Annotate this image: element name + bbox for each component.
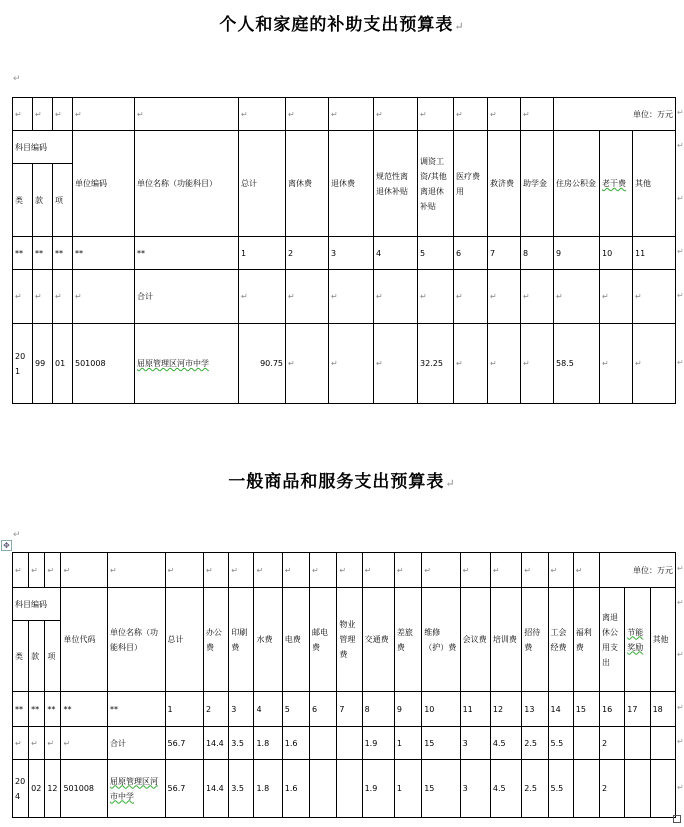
table-row: 201 99 01 501008 屈原管理区河市中学 90.75 ↵ ↵ ↵ 32.25 ↵ ↵ ↵ 58.5 ↵ ↵ — [13, 324, 676, 404]
row-end-mark: ↵ — [677, 108, 684, 117]
column-header: 招待费 — [522, 588, 548, 692]
column-header: 电费 — [282, 588, 309, 692]
column-header: 退休费 — [329, 131, 374, 237]
lei-header: 类 — [13, 621, 29, 692]
column-header: 总计 — [165, 588, 203, 692]
table-row: ↵ ↵ ↵ ↵ ↵ ↵ ↵ ↵ ↵ ↵ ↵ ↵ ↵ ↵ ↵ ↵ ↵ ↵ ↵ ↵ 单位：万元 — [13, 553, 676, 588]
column-header: 邮电费 — [310, 588, 337, 692]
column-header: 会议费 — [460, 588, 490, 692]
row-end-mark: ↵ — [677, 247, 684, 256]
column-header: 调资工资/其他离退休补贴 — [418, 131, 454, 237]
table-resize-handle[interactable] — [673, 815, 681, 823]
table1-title: 个人和家庭的补助支出预算表↵ — [219, 15, 465, 35]
unit-name-header: 单位名称（功能科目） — [107, 588, 165, 692]
index-row: ** ** ** ** ** 1 2 3 4 5 6 7 8 9 10 11 — [13, 237, 676, 270]
row-end-mark: ↵ — [677, 194, 684, 203]
kuan-header: 款 — [33, 164, 53, 237]
column-header: 救济费 — [488, 131, 521, 237]
table-row: ↵ ↵ ↵ ↵ ↵ ↵ ↵ ↵ ↵ ↵ ↵ ↵ ↵ 单位：万元 — [13, 98, 676, 131]
table-row — [13, 131, 676, 164]
kuan-header: 款 — [29, 621, 45, 692]
column-header: 物业管理费 — [337, 588, 362, 692]
code-group-header: 科目编码 — [13, 131, 73, 164]
unit-name: 屈原管理区河市中学 — [107, 760, 165, 818]
row-end-mark: ↵ — [677, 141, 684, 150]
column-header: 离休费 — [286, 131, 329, 237]
column-header: 工会经费 — [548, 588, 573, 692]
column-header: 助学金 — [521, 131, 554, 237]
row-end-mark: ↵ — [677, 782, 684, 792]
table2-title: 一般商品和服务支出预算表↵ — [228, 472, 456, 492]
xiang-header: 项 — [53, 164, 73, 237]
column-header: 印刷费 — [229, 588, 254, 692]
row-end-mark: ↵ — [677, 564, 684, 573]
paragraph-mark: ↵ — [13, 74, 21, 84]
unit-code-header: 单位编码 — [73, 131, 135, 237]
xiang-header: 项 — [45, 621, 61, 692]
row-end-mark: ↵ — [677, 737, 684, 746]
column-header: 老干费 — [600, 131, 633, 237]
row-end-mark: ↵ — [677, 703, 684, 712]
column-header: 培训费 — [490, 588, 521, 692]
column-header: 医疗费用 — [454, 131, 488, 237]
unit-name-header: 单位名称（功能科目） — [135, 131, 239, 237]
column-header: 总计 — [239, 131, 286, 237]
column-header: 办公费 — [203, 588, 228, 692]
column-header: 其他 — [650, 588, 675, 692]
column-header: 福利费 — [573, 588, 599, 692]
index-row: ** ** ** ** ** 1 2 3 4 5 6 7 8 9 10 11 12 13 14 15 16 17 18 — [13, 692, 676, 727]
column-header: 水费 — [254, 588, 282, 692]
column-header: 交通费 — [362, 588, 394, 692]
row-end-mark: ↵ — [677, 290, 684, 300]
column-header: 其他 — [633, 131, 676, 237]
column-header: 规范性离退休补贴 — [374, 131, 418, 237]
column-header: 维修（护）费 — [422, 588, 460, 692]
code-group-header: 科目编码 — [13, 588, 61, 621]
goods-services-budget-table — [12, 552, 676, 818]
lei-header: 类 — [13, 164, 33, 237]
column-header: 节能奖励 — [625, 588, 650, 692]
table-move-handle-icon[interactable]: ✥ — [1, 540, 12, 551]
column-header: 住房公积金 — [554, 131, 600, 237]
row-end-mark: ↵ — [677, 650, 684, 659]
unit-name: 屈原管理区河市中学 — [135, 324, 239, 404]
unit-label: 单位：万元 — [600, 553, 676, 588]
subsidy-budget-table — [12, 97, 676, 404]
total-row: ↵ ↵ ↵ ↵ 合计 56.7 14.4 3.5 1.8 1.6 1.9 1 15 3 4.5 2.5 5.5 2 — [13, 727, 676, 760]
table-row — [13, 588, 676, 621]
unit-label: 单位：万元 — [554, 98, 676, 131]
total-label: 合计 — [107, 727, 165, 760]
column-header: 差旅费 — [394, 588, 421, 692]
column-header: 离退休公用支出 — [600, 588, 625, 692]
total-row: ↵ ↵ ↵ ↵ 合计 ↵ ↵ ↵ ↵ ↵ ↵ ↵ ↵ ↵ ↵ ↵ — [13, 270, 676, 324]
row-end-mark: ↵ — [677, 598, 684, 607]
unit-code-header: 单位代码 — [61, 588, 107, 692]
total-label: 合计 — [135, 270, 239, 324]
table-row: 204 02 12 501008 屈原管理区河市中学 56.7 14.4 3.5 1.8 1.6 1.9 1 15 3 4.5 2.5 5.5 2 — [13, 760, 676, 818]
row-end-mark: ↵ — [677, 357, 684, 367]
paragraph-mark: ↵ — [13, 530, 21, 540]
